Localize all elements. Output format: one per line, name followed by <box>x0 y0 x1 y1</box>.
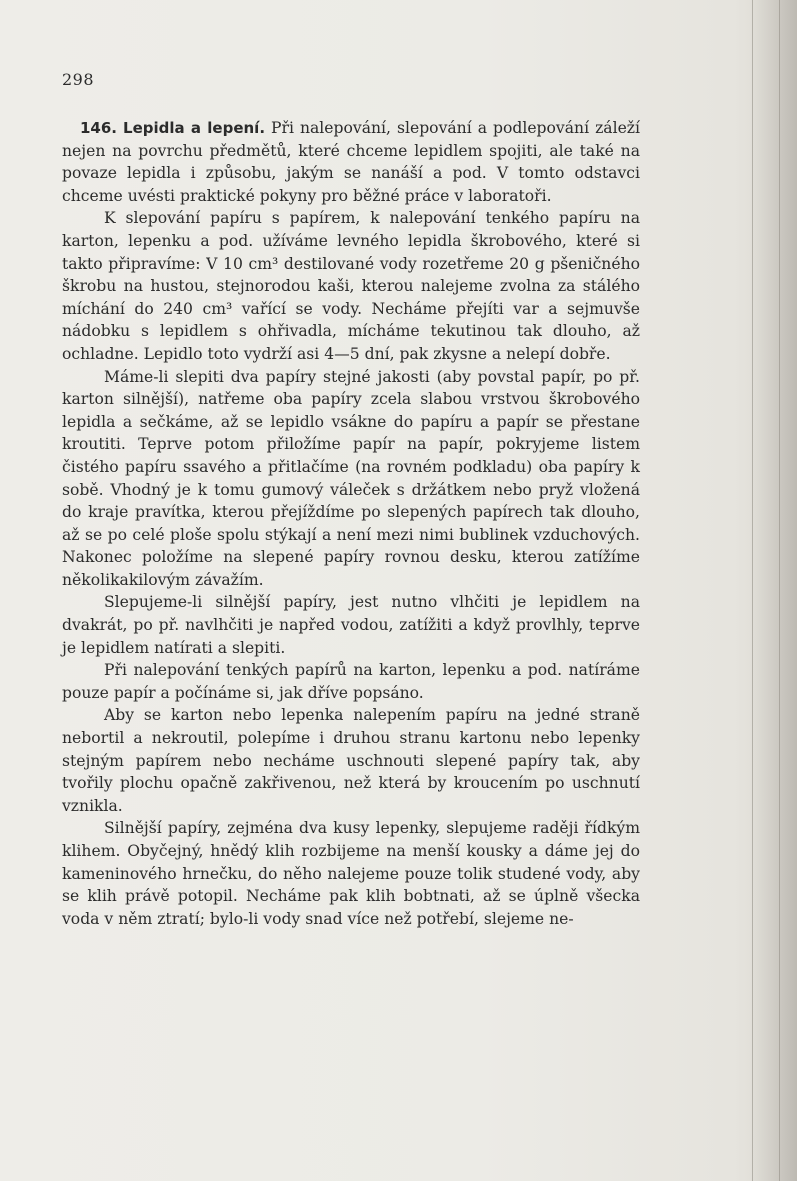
paragraph: Silnější papíry, zejména dva kusy lepenky, slepujeme raději řídkým klihem. Obyčejný, hnědý klih rozbijeme na menší kousky a dáme jej do kameninového hrnečku, do něho nalejeme pouze tolik studené vody, aby se klih právě potopil. Necháme pak klih bobtnati, až se úplně všecka voda v něm ztratí; bylo-li vody snad více než potřebí, slejeme ne- <box>62 819 640 928</box>
body-text <box>62 117 640 930</box>
paragraph: Máme-li slepiti dva papíry stejné jakosti (aby povstal papír, po př. karton silnější), natřeme oba papíry zcela slabou vrstvou škrobového lepidla a sečkáme, až se lepidlo vsákne do papíru a papír se přestane kroutiti. Teprve potom přiložíme papír na papír, pokryjeme listem čistého papíru ssavého a přitlačíme (na rovném podkladu) oba papíry k sobě. Vhodný je k tomu gumový váleček s držátkem nebo pryž vložená do kraje pravítka, kterou přejíždíme po slepených papírech tak dlouho, až se po celé ploše spolu stýkají a není mezi nimi bublinek vzduchových. Nakonec položíme na slepené papíry rovnou desku, kterou zatížíme několikakilovým závažím. <box>62 367 640 589</box>
paragraph <box>62 117 640 207</box>
page-edge-shadow <box>749 0 797 1181</box>
paragraph: Slepujeme-li silnější papíry, jest nutno vlhčiti je lepidlem na dvakrát, po př. navlhčiti je napřed vodou, zatížiti a když provlhly, teprve je lepidlem natírati a slepiti. <box>62 593 640 657</box>
page-number: 298 <box>62 70 95 89</box>
section-number: 146. <box>80 119 118 137</box>
section-title: Lepidla a lepení. <box>123 119 266 137</box>
page-edge-line <box>752 0 753 1181</box>
paragraph-text: Při nalepování, slepování a podlepování záleží nejen na povrchu předmětů, které chceme lepidlem spojiti, ale také na povaze lepidla i způsobu, jakým se nanáší a pod. V tomto odstavci chceme uvésti praktické pokyny pro běžné práce v laboratoři. <box>62 119 640 205</box>
paragraph: Aby se karton nebo lepenka nalepením papíru na jedné straně nebortil a nekroutil, polepíme i druhou stranu kartonu nebo lepenky stejným papírem nebo necháme uschnouti slepené papíry tak, aby tvořily plochu opačně zakřivenou, než která by kroucením po uschnutí vznikla. <box>62 706 640 815</box>
page-edge-line <box>779 0 780 1181</box>
paragraph: K slepování papíru s papírem, k nalepování tenkého papíru na karton, lepenku a pod. užíváme levného lepidla škrobového, které si takto připravíme: V 10 cm³ destilované vody rozetřeme 20 g pšeničného škrobu na hustou, stejnorodou kaši, kterou nalejeme zvolna za stálého míchání do 240 cm³ vařící se vody. Necháme přejíti var a sejmuvše nádobku s lepidlem s ohřivadla, mícháme tekutinou tak dlouho, až ochladne. Lepidlo toto vydrží asi 4—5 dní, pak zkysne a nelepí dobře. <box>62 209 640 363</box>
paragraph: Při nalepování tenkých papírů na karton, lepenku a pod. natíráme pouze papír a počínáme si, jak dříve popsáno. <box>62 661 640 702</box>
